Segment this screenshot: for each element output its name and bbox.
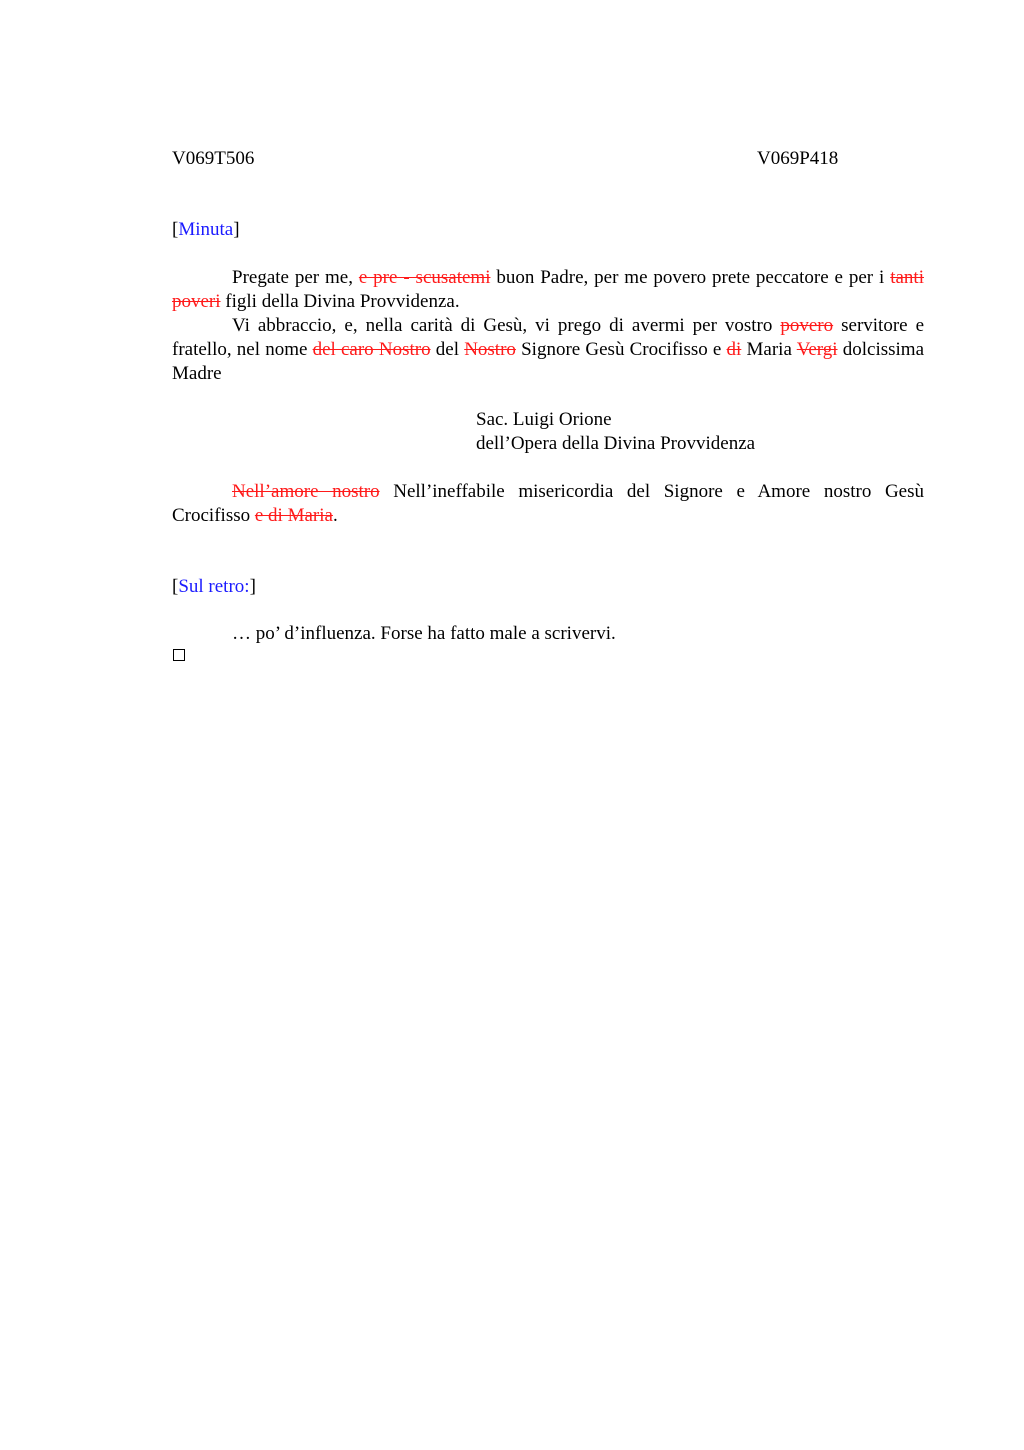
deleted-text: Vergi xyxy=(796,339,838,360)
deleted-text: Nell’amore nostro xyxy=(232,481,380,502)
deleted-text: Nostro xyxy=(464,339,516,360)
signature-organization: dell’Opera della Divina Provvidenza xyxy=(476,433,756,454)
document-code-right: V069P418 xyxy=(757,148,839,169)
text-segment: buon Padre, per me povero prete peccatore e per i xyxy=(490,267,891,288)
signature-name: Sac. Luigi Orione xyxy=(476,409,612,430)
text-segment: del xyxy=(430,339,465,360)
section-label-text: Minuta xyxy=(178,219,234,240)
text-segment: Maria xyxy=(741,339,797,360)
text-segment: . xyxy=(332,505,338,526)
text-segment: Signore Gesù Crocifisso e xyxy=(515,339,727,360)
text-segment: figli della Divina Provvidenza. xyxy=(220,291,460,312)
deleted-text: e di Maria xyxy=(254,505,333,526)
deleted-text: di xyxy=(726,339,742,360)
paragraph-closing xyxy=(172,480,924,528)
deleted-text: del caro Nostro xyxy=(312,339,431,360)
section-label-retro xyxy=(172,575,256,599)
deleted-text: tanti poveri xyxy=(172,267,924,312)
text-segment: dolcissima Madre xyxy=(172,339,925,384)
paragraph-embrace xyxy=(172,314,924,386)
text-segment: Vi abbraccio, e, nella carità di Gesù, vi prego di avermi per vostro xyxy=(232,315,781,336)
paragraph-prayer-request xyxy=(172,266,924,314)
section-label-minuta xyxy=(172,218,240,242)
bracket-open: [ xyxy=(172,219,179,240)
text-segment: Nell’ineffabile misericordia del Signore e Amore nostro Gesù Crocifisso xyxy=(172,481,924,526)
deleted-text: povero xyxy=(780,315,834,336)
bracket-close: ] xyxy=(233,219,240,240)
deleted-text: e pre - scusatemi xyxy=(358,267,491,288)
checkbox-square-icon xyxy=(173,649,185,661)
bracket-open: [ xyxy=(172,576,179,597)
bracket-close: ] xyxy=(249,576,256,597)
paragraph-retro-note: … po’ d’influenza. Forse ha fatto male a scrivervi. xyxy=(232,623,616,644)
section-label-text: Sul retro: xyxy=(178,576,250,597)
document-code-left: V069T506 xyxy=(172,148,255,169)
text-segment: servitore e fratello, nel nome xyxy=(172,315,925,360)
text-segment: Pregate per me, xyxy=(232,267,359,288)
